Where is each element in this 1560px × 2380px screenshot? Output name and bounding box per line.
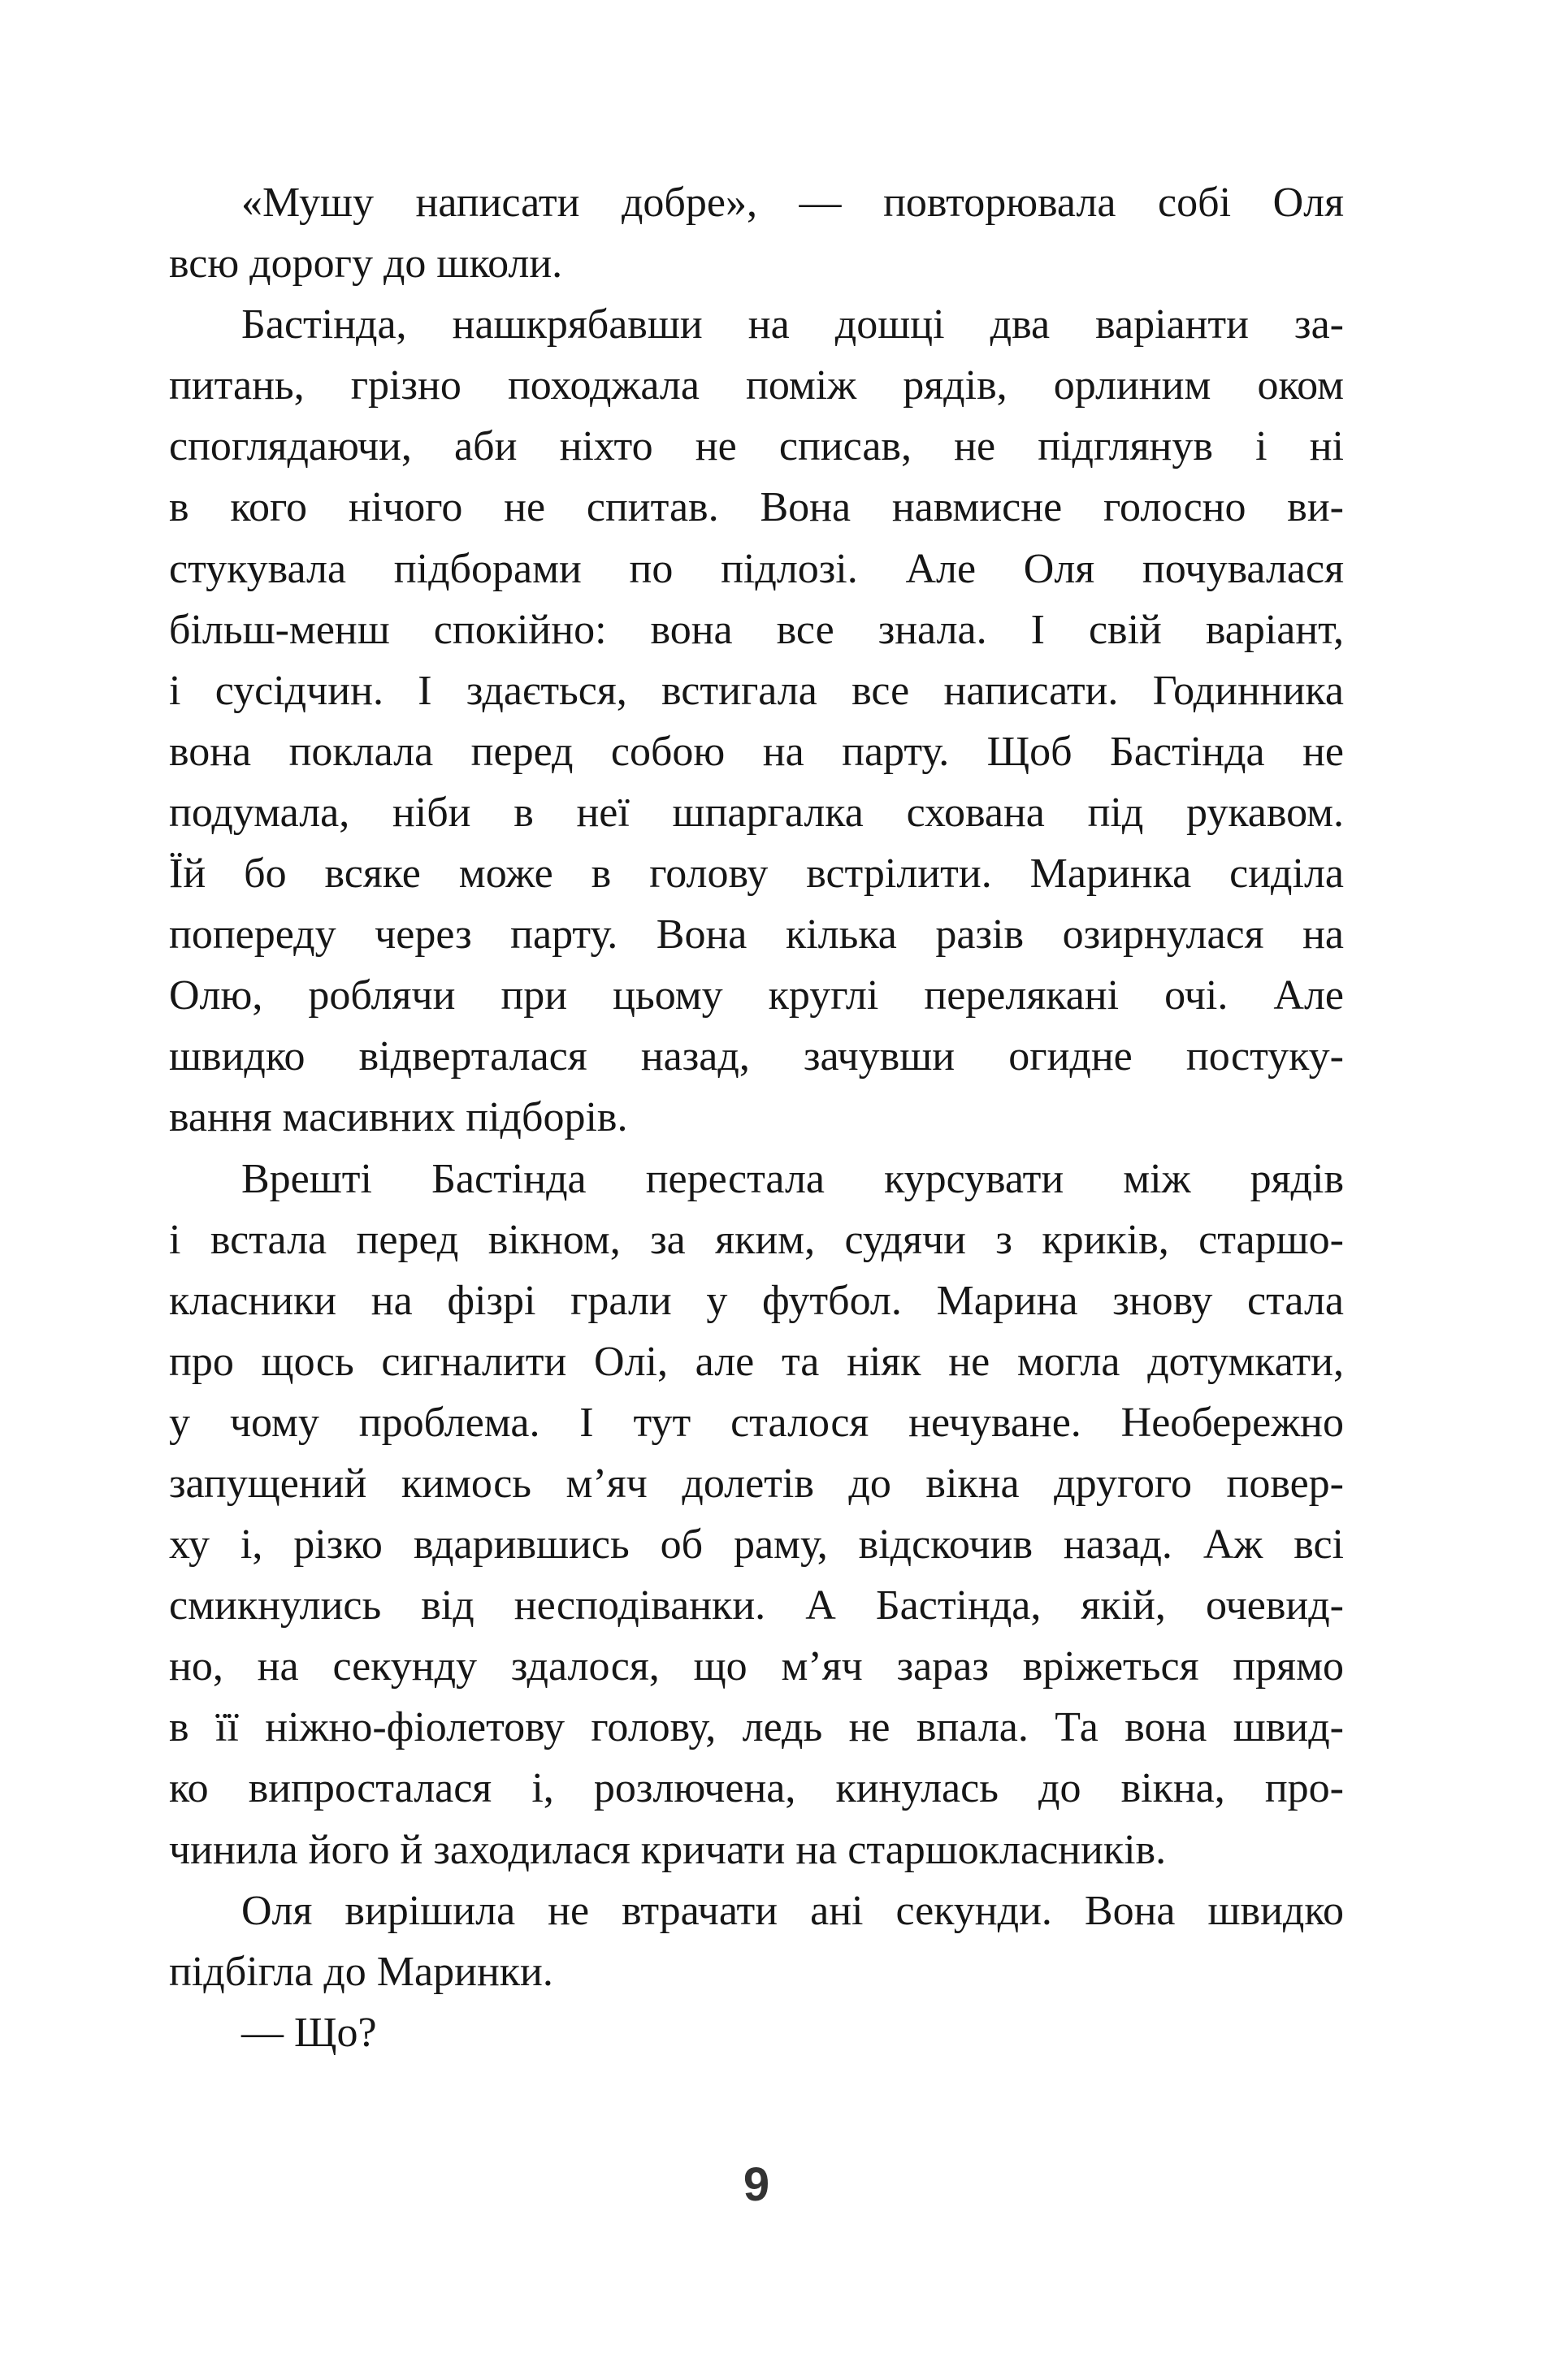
text-line [169,294,1344,355]
text-line [169,782,1344,843]
text-line [169,416,1344,477]
line-text: в кого нічого не спитав. Вона навмисне голосно ви- [169,484,1344,531]
line-text: смикнулись від несподіванки. А Бастінда, якій, очевид- [169,1582,1344,1629]
line-text: більш-менш спокійно: вона все знала. І свій варіант, [169,606,1344,653]
text-line [169,477,1344,538]
text-line [169,1270,1344,1331]
text-line [169,660,1344,721]
line-text: Олю, роблячи при цьому круглі перелякані очі. Але [169,972,1344,1019]
line-text: чинила його й заходилася кричати на старшокласників. [169,1826,1167,1873]
line-text: класники на фізрі грали у футбол. Марина знову стала [169,1277,1344,1324]
text-line [169,904,1344,965]
text-line [169,355,1344,416]
text-line [169,599,1344,660]
text-line [169,965,1344,1026]
text-line [169,721,1344,782]
text-line [169,2002,1344,2063]
text-line [169,1453,1344,1514]
line-text: Врешті Бастінда перестала курсувати між рядів [241,1155,1344,1202]
text-line [169,1514,1344,1575]
line-text: вання масивних підборів. [169,1094,628,1141]
line-text: Оля вирішила не втрачати ані секунди. Вона швидко [241,1887,1344,1934]
text-line [169,1575,1344,1636]
page-number: 9 [743,2158,770,2211]
line-text: швидко відверталася назад, зачувши огидне постуку- [169,1033,1344,1080]
text-line [169,1697,1344,1758]
line-text: і встала перед вікном, за яким, судячи з криків, старшо- [169,1216,1344,1263]
line-text: попереду через парту. Вона кілька разів озирнулася на [169,911,1344,958]
line-text: всю дорогу до школи. [169,240,563,288]
line-text: Їй бо всяке може в голову встрілити. Маринка сиділа [169,850,1344,898]
text-line [169,1636,1344,1697]
line-text: Бастінда, нашкрябавши на дошці два варіанти за- [241,301,1344,348]
line-text: — Що? [241,2009,377,2056]
line-text: подумала, ніби в неї шпаргалка схована під рукавом. [169,789,1344,836]
line-text: запущений кимось м’яч долетів до вікна другого повер- [169,1460,1344,1507]
line-text: питань, грізно походжала поміж рядів, орлиним оком [169,362,1344,409]
line-text: в її ніжно-фіолетову голову, ледь не впала. Та вона швид- [169,1704,1344,1751]
text-line [169,172,1344,233]
text-line [169,1820,1344,1880]
line-text: но, на секунду здалося, що м’яч зараз вріжеться прямо [169,1643,1344,1690]
text-line [169,1026,1344,1087]
text-line [169,1331,1344,1392]
text-line [169,1758,1344,1819]
text-line [169,843,1344,904]
line-text: споглядаючи, аби ніхто не списав, не підглянув і ні [169,423,1344,470]
line-text: «Мушу написати добре», — повторювала собі Оля [241,180,1344,226]
line-text: про щось сигналити Олі, але та ніяк не могла дотумкати, [169,1338,1344,1385]
line-text: підбігла до Маринки. [169,1948,553,1995]
line-text: і сусідчин. І здається, встигала все написати. Годинника [169,667,1344,714]
text-line [169,233,1344,294]
text-line [169,1209,1344,1270]
line-text: вона поклала перед собою на парту. Щоб Бастінда не [169,728,1344,775]
text-line [169,539,1344,599]
text-line [169,1087,1344,1148]
body-text [169,172,1344,2063]
text-line [169,1941,1344,2002]
line-text: ху і, різко вдарившись об раму, відскочив назад. Аж всі [169,1521,1344,1569]
line-text: ко випросталася і, розлючена, кинулась до вікна, про- [169,1765,1344,1812]
text-line [169,1149,1344,1209]
line-text: у чому проблема. І тут сталося нечуване. Необережно [169,1399,1344,1446]
line-text: стукувала підборами по підлозі. Але Оля почувалася [169,545,1344,592]
text-line [169,1880,1344,1941]
text-line [169,1392,1344,1453]
